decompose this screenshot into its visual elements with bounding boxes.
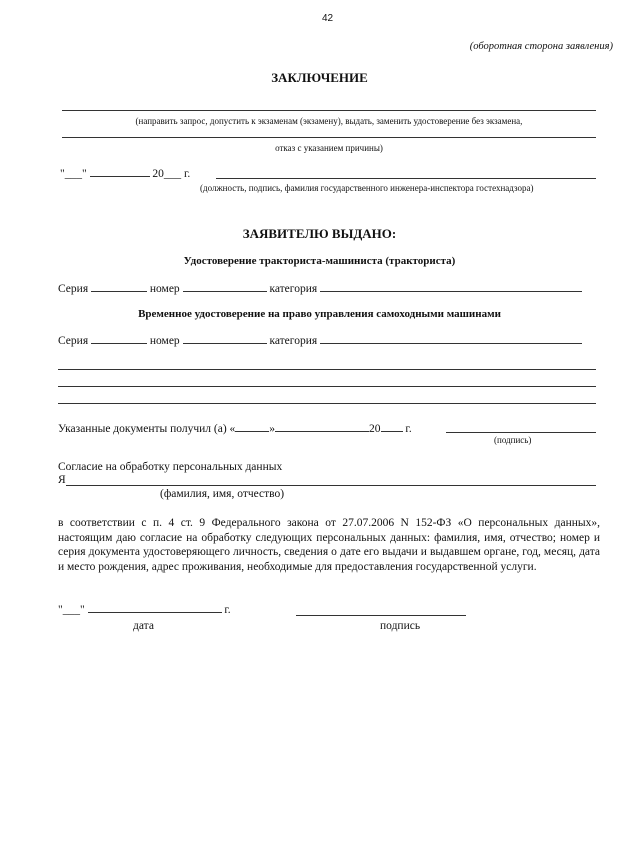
received-year-field[interactable] xyxy=(381,421,403,432)
received-close-quote: » xyxy=(269,423,276,435)
received-year-suffix: г. xyxy=(405,423,412,435)
tractor-cert-title: Удостоверение тракториста-машиниста (тракториста) xyxy=(183,255,456,267)
number-label: номер xyxy=(149,283,180,295)
cert2-series-row xyxy=(58,333,582,347)
notes-line-2[interactable] xyxy=(58,386,596,387)
number-field[interactable] xyxy=(183,333,267,344)
inspector-signature-hint: (должность, подпись, фамилия государственного инженера-инспектора гостехнадзора) xyxy=(200,183,534,193)
notes-line-3[interactable] xyxy=(58,403,596,404)
page-number: 42 xyxy=(322,13,334,24)
received-signature-line[interactable] xyxy=(446,432,596,433)
received-month-field[interactable] xyxy=(275,421,369,432)
conclusion-line-1[interactable] xyxy=(62,110,596,111)
consent-name-hint: (фамилия, имя, отчество) xyxy=(160,488,285,500)
conclusion-hint-2: отказ с указанием причины) xyxy=(275,143,383,153)
consent-i-label: Я xyxy=(58,474,66,486)
footer-signature-label: подпись xyxy=(380,620,421,632)
received-year-prefix: 20 xyxy=(369,423,381,435)
date-day-quote: "___" xyxy=(60,168,87,180)
footer-date-label: дата xyxy=(133,620,154,632)
date-year: 20___ г. xyxy=(152,168,191,180)
reverse-side-note: (оборотная сторона заявления) xyxy=(469,41,613,52)
conclusion-title: ЗАКЛЮЧЕНИЕ xyxy=(271,70,368,85)
footer-year-suffix: г. xyxy=(224,604,231,616)
category-label: категория xyxy=(269,335,318,347)
series-field[interactable] xyxy=(91,281,147,292)
received-row xyxy=(58,421,412,435)
received-text: Указанные документы получил (а) « xyxy=(58,423,236,435)
category-field[interactable] xyxy=(320,333,582,344)
footer-date-field[interactable] xyxy=(88,602,222,613)
series-field[interactable] xyxy=(91,333,147,344)
consent-name-line[interactable] xyxy=(66,485,596,486)
conclusion-date-row xyxy=(60,166,190,180)
temp-cert-title: Временное удостоверение на право управления самоходными машинами xyxy=(138,308,501,320)
footer-date-quote: "___" xyxy=(58,604,85,616)
number-field[interactable] xyxy=(183,281,267,292)
conclusion-hint-1: (направить запрос, допустить к экзаменам (экзамену), выдать, заменить удостоверение без экзамена, xyxy=(135,116,523,126)
received-day-field[interactable] xyxy=(235,421,269,432)
notes-line-1[interactable] xyxy=(58,369,596,370)
date-month-field[interactable] xyxy=(90,166,150,177)
conclusion-line-2[interactable] xyxy=(62,137,596,138)
consent-body: в соответствии с п. 4 ст. 9 Федерального закона от 27.07.2006 N 152-ФЗ «О персональных данных», настоящим даю согласие на обработку следующих персональных данных: фамилия, имя, отчество; номер и серия документа удостоверяющего личность, сведения о дате его выдачи и выдавшем органе, год, месяц, дата и место рождения, адрес проживания, необходимые для предоставления государственной услуги. xyxy=(58,517,600,573)
footer-signature-line[interactable] xyxy=(296,615,466,616)
issued-title: ЗАЯВИТЕЛЮ ВЫДАНО: xyxy=(242,226,397,241)
cert1-series-row xyxy=(58,281,582,295)
series-label: Серия xyxy=(58,283,89,295)
number-label: номер xyxy=(149,335,180,347)
received-signature-hint: (подпись) xyxy=(494,435,532,445)
category-field[interactable] xyxy=(320,281,582,292)
consent-title: Согласие на обработку персональных данных xyxy=(58,461,283,473)
footer-date-row xyxy=(58,602,231,616)
series-label: Серия xyxy=(58,335,89,347)
inspector-signature-line[interactable] xyxy=(216,178,596,179)
category-label: категория xyxy=(269,283,318,295)
